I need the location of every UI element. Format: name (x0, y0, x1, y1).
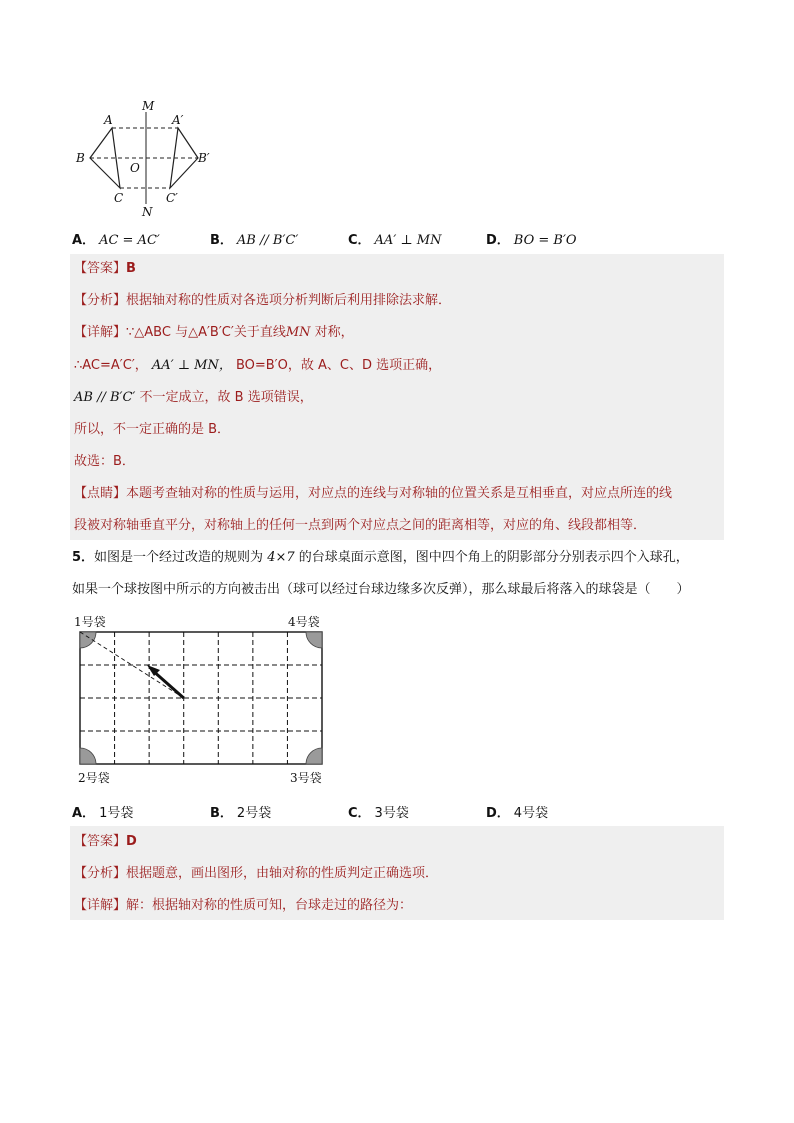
label-m: M (142, 99, 155, 113)
q5-option-a[interactable]: A． 1号袋 (72, 806, 134, 821)
q4-comment-line-1: 【点睛】本题考查轴对称的性质与运用，对应点的连线与对称轴的位置关系是互相垂直，对应点所连的线 (74, 486, 673, 501)
symmetry-figure (72, 98, 222, 220)
q4-analysis-line: 【分析】根据轴对称的性质对各选项分析判断后利用排除法求解． (74, 293, 452, 308)
q4-option-d[interactable]: D． BO = B′O (486, 233, 577, 248)
q5-option-c[interactable]: C． 3号袋 (348, 806, 409, 821)
label-c: C (114, 191, 124, 205)
label-a-prime: A′ (172, 113, 184, 127)
label-a: A (104, 113, 113, 127)
q4-option-c[interactable]: C． AA′ ⊥ MN (348, 233, 442, 248)
q4-option-a[interactable]: A． AC = AC′ (72, 233, 160, 248)
label-o: O (130, 161, 140, 175)
q4-comment-line-2: 段被对称轴垂直平分，对称轴上的任何一点到两个对应点之间的距离相等，对应的角、线段都相等． (74, 518, 647, 533)
q5-question-line-1: 5．如图是一个经过改造的规则为 4×7 的台球桌面示意图，图中四个角上的阴影部分分别表示四个入球孔， (72, 550, 689, 565)
q5-option-d[interactable]: D． 4号袋 (486, 806, 549, 821)
pocket-2-label: 2号袋 (78, 771, 110, 785)
q5-detail-line: 【详解】解：根据轴对称的性质可知，台球走过的路径为： (74, 898, 413, 913)
q5-options (72, 802, 732, 824)
label-b-prime: B′ (198, 151, 210, 165)
q5-question-line-2: 如果一个球按图中所示的方向被击出（球可以经过台球边缘多次反弹），那么球最后将落入的球袋是（ ） (72, 582, 690, 597)
label-b: B (76, 151, 85, 165)
q4-conclusion-line: 所以，不一定正确的是 B． (74, 422, 231, 437)
pocket-4-label: 4号袋 (288, 615, 320, 629)
q5-option-b[interactable]: B． 2号袋 (210, 806, 272, 821)
billiard-table-figure (72, 610, 332, 788)
pocket-1-label: 1号袋 (74, 615, 106, 629)
q4-answer-line: 【答案】B (74, 261, 136, 276)
label-c-prime: C′ (166, 191, 178, 205)
q4-detail-line-2: ∴AC=A′C′， AA′ ⊥ MN， BO=B′O，故 A、C、D 选项正确， (74, 358, 442, 373)
q4-detail-line-3: AB // B′C′ 不一定成立，故 B 选项错误， (74, 390, 313, 405)
q5-answer-line: 【答案】D (74, 834, 137, 849)
q5-analysis-line: 【分析】根据题意，画出图形，由轴对称的性质判定正确选项． (74, 866, 439, 881)
q4-options (72, 229, 732, 251)
q4-choose-line: 故选：B． (74, 454, 135, 469)
pocket-3-label: 3号袋 (290, 771, 322, 785)
label-n: N (142, 205, 153, 219)
q4-option-b[interactable]: B． AB // B′C′ (210, 233, 299, 248)
q4-detail-line-1: 【详解】∵△ABC 与△A′B′C′关于直线MN 对称， (74, 325, 354, 340)
